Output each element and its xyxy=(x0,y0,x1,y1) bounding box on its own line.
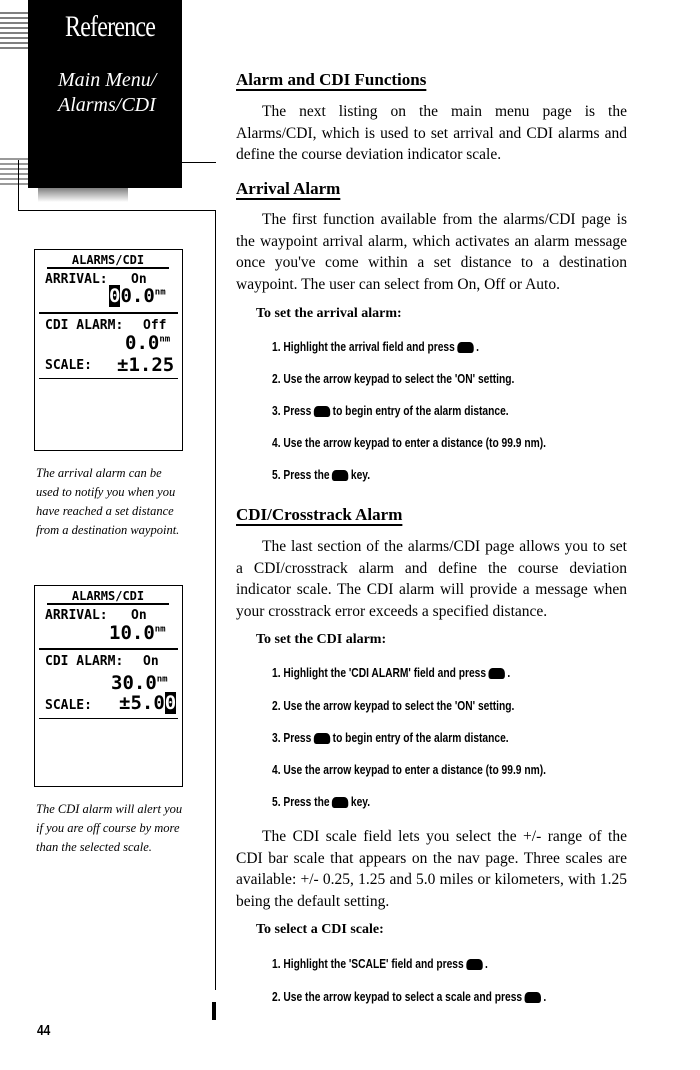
step: 2. Use the arrow keypad to select the 'ON' setting. xyxy=(272,699,515,713)
enter-key-icon xyxy=(489,668,505,679)
unit-label: nm xyxy=(154,287,166,298)
arrival-value: On xyxy=(131,608,147,623)
heading-cdi-crosstrack-alarm: CDI/Crosstrack Alarm xyxy=(236,505,403,524)
divider xyxy=(18,210,216,211)
section-subtitle: Main Menu/ Alarms/CDI xyxy=(58,69,157,116)
unit-label: nm xyxy=(156,674,168,685)
column-divider xyxy=(215,210,216,990)
arrival-label: ARRIVAL: xyxy=(45,608,108,623)
scan-artifact xyxy=(38,188,128,202)
figure-caption: The arrival alarm can be used to notify you when you have reached a set distance from a destination waypoint. xyxy=(36,466,180,537)
divider xyxy=(39,648,178,650)
divider xyxy=(18,160,19,210)
section-header xyxy=(28,0,182,188)
cdi-alarm-label: CDI ALARM: xyxy=(45,654,124,669)
paragraph: The last section of the alarms/CDI page allows you to set a CDI/crosstrack alarm and define the course deviation indicator scale. The CDI alarm will provide a message when your crosstrack error exceeds a specified distance. xyxy=(236,538,627,620)
step: 2. Use the arrow keypad to select the 'ON' setting. xyxy=(272,372,515,386)
scale-value: ±1.25 xyxy=(117,354,175,376)
unit-label: nm xyxy=(154,624,166,635)
page-number: 44 xyxy=(37,1022,51,1039)
procedure-heading: To set the arrival alarm: xyxy=(256,306,402,321)
unit-label: nm xyxy=(159,334,171,345)
section-title: Reference xyxy=(65,10,156,43)
heading-arrival-alarm: Arrival Alarm xyxy=(236,179,341,198)
scale-value: ±5.00 xyxy=(119,692,177,714)
scan-artifact xyxy=(0,12,30,52)
divider xyxy=(39,718,178,719)
divider xyxy=(39,378,178,379)
step: 5. Press the key. xyxy=(272,795,371,809)
cdi-alarm-label: CDI ALARM: xyxy=(45,318,124,333)
cdi-distance: $0.0^{nm}$ xyxy=(125,332,171,354)
cdi-distance: $30.0^{nm}$ xyxy=(111,672,168,694)
cursor: 0 xyxy=(164,692,177,714)
enter-key-icon xyxy=(332,470,348,481)
margin-mark xyxy=(212,1002,216,1020)
device-screen-arrival xyxy=(34,249,183,451)
cdi-alarm-value: Off xyxy=(143,318,167,333)
step: 3. Press to begin entry of the alarm distance. xyxy=(272,404,509,418)
step: 1. Highlight the 'SCALE' field and press . xyxy=(272,957,488,971)
step: 5. Press the key. xyxy=(272,468,371,482)
step: 3. Press to begin entry of the alarm distance. xyxy=(272,731,509,745)
procedure-heading: To set the CDI alarm: xyxy=(256,632,387,647)
divider xyxy=(39,312,178,314)
step: 4. Use the arrow keypad to enter a distance (to 99.9 nm). xyxy=(272,436,546,450)
enter-key-icon xyxy=(332,797,348,808)
paragraph: The CDI scale field lets you select the +/- range of the CDI bar scale that appears on the nav page. Three scales are available: +/- 0.25, 1.25 and 5.0 miles or kilometers, with 1.25 being the default setting. xyxy=(236,828,627,910)
step: 4. Use the arrow keypad to enter a distance (to 99.9 nm). xyxy=(272,763,546,777)
step: 2. Use the arrow keypad to select a scale and press . xyxy=(272,990,547,1004)
procedure-heading: To select a CDI scale: xyxy=(256,922,384,937)
screen-title: ALARMS/CDI xyxy=(47,254,169,269)
arrival-label: ARRIVAL: xyxy=(45,272,108,287)
scan-artifact xyxy=(0,158,30,186)
arrival-distance: $10.0^{nm}$ xyxy=(109,622,166,644)
paragraph: The first function available from the alarms/CDI page is the waypoint arrival alarm, which activates an alarm message once you've come within a set distance to a destination waypoint. The user can select from On, Off or Auto. xyxy=(236,211,627,293)
arrival-distance: $00.0^{nm}$ xyxy=(109,285,166,307)
paragraph: The next listing on the main menu page is the Alarms/CDI, which is used to set arrival and CDI alarms and define the course deviation indicator scale. xyxy=(236,103,627,163)
cursor: 0 xyxy=(109,285,121,307)
enter-key-icon xyxy=(466,959,482,970)
enter-key-icon xyxy=(457,342,473,353)
step: 1. Highlight the 'CDI ALARM' field and press . xyxy=(272,666,511,680)
screen-title: ALARMS/CDI xyxy=(47,590,169,605)
divider xyxy=(182,162,216,163)
figure-caption: The CDI alarm will alert you if you are off course by more than the selected scale. xyxy=(36,802,183,854)
enter-key-icon xyxy=(314,406,330,417)
enter-key-icon xyxy=(525,992,541,1003)
cdi-alarm-value: On xyxy=(143,654,159,669)
step: 1. Highlight the arrival field and press . xyxy=(272,340,480,354)
heading-alarm-cdi-functions: Alarm and CDI Functions xyxy=(236,70,427,89)
enter-key-icon xyxy=(314,733,330,744)
scale-label: SCALE: xyxy=(45,698,92,713)
scale-label: SCALE: xyxy=(45,358,92,373)
device-screen-cdi xyxy=(34,585,183,787)
arrival-value: On xyxy=(131,272,147,287)
